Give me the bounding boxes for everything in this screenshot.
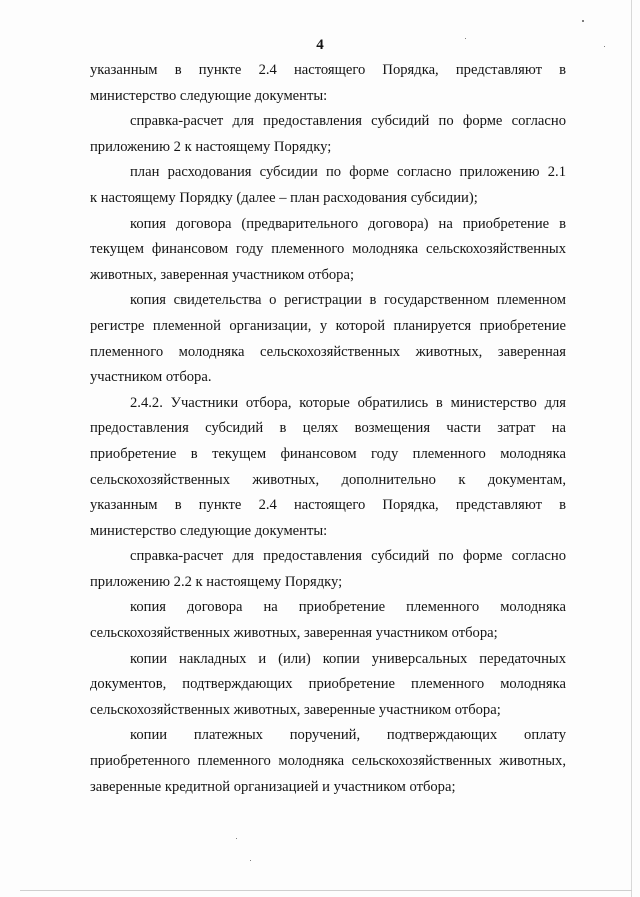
text-line: план расходования субсидии по форме согласно приложению 2.1 [130, 164, 566, 181]
paragraph [90, 595, 566, 646]
text-line: участником отбора. [90, 369, 212, 386]
scan-speck [465, 38, 466, 39]
text-line: предоставления субсидий в целях возмещения части затрат на [90, 420, 566, 437]
text-line: к настоящему Порядку (далее – план расходования субсидии); [90, 189, 478, 206]
text-line: приложению 2.2 к настоящему Порядку; [90, 573, 343, 590]
text-line: документов, подтверждающих приобретение племенного молодняка [90, 676, 566, 693]
paragraph [90, 647, 566, 724]
text-line: справка-расчет для предоставления субсидий по форме согласно [130, 548, 566, 565]
scan-edge-right [631, 0, 632, 897]
text-line: сельскохозяйственных животных, заверенные участником отбора; [90, 701, 501, 718]
text-line: текущем финансовом году племенного молодняка сельскохозяйственных [90, 241, 566, 258]
text-line: приложению 2 к настоящему Порядку; [90, 138, 332, 155]
paragraph [90, 58, 566, 109]
paragraph [90, 109, 566, 160]
text-line: министерство следующие документы: [90, 87, 328, 104]
scan-speck [604, 46, 605, 47]
text-line: справка-расчет для предоставления субсидий по форме согласно [130, 113, 566, 130]
paragraph [90, 288, 566, 390]
text-line: копия договора на приобретение племенного молодняка [130, 599, 566, 616]
text-line: заверенные кредитной организацией и участником отбора; [90, 778, 456, 795]
paragraph [90, 212, 566, 289]
text-line: министерство следующие документы: [90, 522, 328, 539]
text-line: копии накладных и (или) копии универсальных передаточных [130, 650, 566, 667]
scan-speck [250, 860, 251, 861]
text-line: животных, заверенная участником отбора; [90, 266, 355, 283]
text-line: племенного молодняка сельскохозяйственных животных, заверенная [90, 343, 566, 360]
document-body [90, 58, 566, 800]
paragraph [90, 723, 566, 800]
paragraph [90, 391, 566, 545]
paragraph [90, 160, 566, 211]
text-line: копии платежных поручений, подтверждающих оплату [130, 727, 566, 744]
text-line: указанным в пункте 2.4 настоящего Порядка, представляют в [90, 62, 566, 78]
text-line: копия договора (предварительного договора) на приобретение в [130, 215, 566, 232]
scan-speck [582, 20, 584, 22]
text-line: копия свидетельства о регистрации в государственном племенном [130, 292, 566, 309]
text-line: сельскохозяйственных животных, заверенная участником отбора; [90, 625, 498, 642]
text-line: приобретенного племенного молодняка сельскохозяйственных животных, [90, 753, 566, 770]
text-line: регистре племенной организации, у которой планируется приобретение [90, 317, 566, 334]
scan-speck [236, 838, 237, 839]
text-line: указанным в пункте 2.4 настоящего Порядка, представляют в [90, 497, 566, 514]
text-line: сельскохозяйственных животных, дополнительно к документам, [90, 471, 566, 488]
text-line: 2.4.2. Участники отбора, которые обратились в министерство для [130, 394, 566, 411]
text-line: приобретение в текущем финансовом году племенного молодняка [90, 445, 566, 462]
paragraph [90, 544, 566, 595]
page-number: 4 [316, 37, 324, 53]
scan-edge-bottom [20, 890, 632, 891]
